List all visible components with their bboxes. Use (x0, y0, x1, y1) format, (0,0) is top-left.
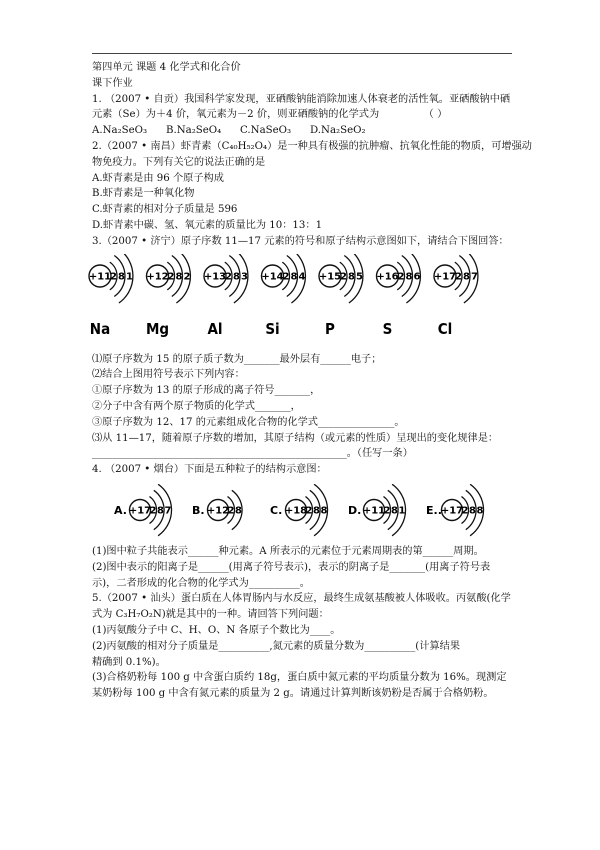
particle-1-shell-2-electrons: 8 (157, 505, 164, 517)
particle-4-shell-3-electrons: 1 (398, 505, 406, 517)
unit-title: 第四单元 课题 4 化学式和化合价 (92, 62, 241, 73)
q5-answer-3-2: 某奶粉每 100 g 中含有氮元素的质量为 2 g。请通过计算判断该奶粉是否属于合格奶粉。 (92, 688, 494, 700)
atom-mg (146, 254, 190, 303)
particle-3-nucleus-charge: +18 (284, 505, 308, 517)
q5-answer-3-1: (3)合格奶粉每 100 g 中含蛋白质约 18g，蛋白质中氮元素的平均质量分数为 16%。现测定 (92, 672, 507, 684)
document-content (88, 60, 532, 702)
particle-5-nucleus-charge: +17 (440, 505, 464, 517)
atom-symbol-mg: Mg (145, 319, 170, 338)
q1-options (92, 123, 517, 139)
atom-na (89, 254, 133, 303)
q5-answer-2-1: (2)丙氨酸的相对分子质量是__________,氮元素的质量分数为__________(计算结果 (92, 640, 461, 652)
atom-s (376, 254, 420, 303)
atom-al-shell-2-electrons: 8 (233, 271, 240, 283)
particle-4 (363, 484, 406, 536)
q1-option-b[interactable]: B.Na₂SeO₄ (166, 125, 222, 137)
atom-p-shell-3-electrons: 5 (356, 271, 363, 283)
particle-1-nucleus-charge: +17 (128, 505, 152, 517)
atom-mg-nucleus-charge: +12 (146, 271, 169, 283)
atom-mg-shell-1-electrons: 2 (167, 271, 175, 283)
q5-line1: 5.（2007 • 汕头）蛋白质在人体胃肠内与水反应，最终生成氨基酸被人体吸收。丙氨酸(化学 (92, 593, 511, 605)
atom-s-nucleus-charge: +16 (376, 271, 399, 283)
particle-3-shell-2-electrons: 8 (313, 505, 320, 517)
q1-option-c[interactable]: C.NaSeO₃ (240, 125, 292, 137)
particle-2-nucleus-charge: +12 (206, 505, 230, 517)
atom-cl (434, 254, 478, 303)
atom-si-shell-1-electrons: 2 (282, 271, 290, 283)
atom-si-shell-2-electrons: 8 (290, 271, 298, 283)
particle-5-shell-1-electrons: 2 (461, 505, 469, 517)
section-subtitle: 课下作业 (92, 77, 133, 89)
atom-p-shell-1-electrons: 2 (340, 271, 347, 283)
particle-diagram-svg (92, 484, 512, 540)
particle-label-1: A. (114, 503, 127, 517)
particle-label-4: D. (348, 503, 362, 517)
particle-label-2: B. (192, 503, 205, 517)
header-rule (92, 53, 512, 54)
atom-symbol-cl: Cl (437, 319, 453, 338)
atom-cl-shell-2-electrons: 8 (463, 271, 470, 283)
q3-answer-3-1: ⑶从 11—17，随着原子序数的增加，其原子结构（或元素的性质）呈现出的变化规律是： (92, 432, 499, 444)
q4-answer-1: (1)图中粒子共能表示______种元素。A 所表示的元素位于元素周期表的第______周期。 (92, 545, 484, 557)
q3-answer-2-1: ①原子序数为 13 的原子形成的离子符号_______， (92, 385, 321, 397)
atom-symbol-si: Si (265, 319, 280, 338)
q2-option-a[interactable]: A.虾青素是由 96 个原子构成 (92, 172, 224, 184)
atom-si-nucleus-charge: +14 (261, 271, 284, 283)
q1-line2-text: 元素（Se）为＋4 价，氧元素为－2 价，则亚硒酸钠的化学式为 (92, 109, 380, 121)
particle-4-shell-1-electrons: 2 (383, 505, 391, 517)
q3-answer-3-2: __________________________________________________。（任写一条） (92, 448, 413, 460)
atom-cl-nucleus-charge: +17 (433, 271, 457, 283)
atom-al-shell-1-electrons: 2 (225, 271, 232, 283)
atom-symbol-s: S (382, 319, 393, 338)
atom-na-nucleus-charge: +11 (88, 271, 112, 283)
particle-4-nucleus-charge: +11 (362, 505, 386, 517)
atom-diagram-svg (86, 254, 516, 350)
atom-p (319, 254, 363, 303)
q2-option-c[interactable]: C.虾青素的相对分子质量是 596 (92, 204, 238, 216)
atom-structure-diagrams (86, 254, 517, 350)
particle-2-shell-1-electrons: 2 (227, 505, 235, 517)
atom-p-shell-2-electrons: 8 (348, 271, 355, 283)
particle-1-shell-1-electrons: 2 (149, 505, 157, 517)
q4-answer-2-1: (2)图中表示的阳离子是______(用离子符号表示)，表示的阴离子是_______(用离子符号表 (92, 561, 491, 573)
q2-line2: 物免疫力。下列有关它的说法正确的是 (92, 156, 266, 168)
particle-5-shell-3-electrons: 8 (476, 505, 484, 517)
atom-al-shell-3-electrons: 3 (241, 271, 248, 283)
particle-4-shell-2-electrons: 8 (391, 505, 398, 517)
q3-intro: 3.（2007 • 济宁）原子序数 11—17 元素的符号和原子结构示意图如下，请结合下图回答： (92, 235, 509, 247)
q4-intro: 4. （2007 • 烟台）下面是五种粒子的结构示意图： (92, 464, 327, 476)
q3-answer-2: ⑵结合上图用符号表示下列内容： (92, 369, 245, 381)
atom-s-shell-3-electrons: 6 (413, 271, 421, 283)
q2-line1: 2.（2007 • 南昌）虾青素（C₄₀H₅₂O₄）是一种具有极强的抗肿瘤、抗氧化性能的物质，可增强动 (92, 140, 532, 152)
particle-3-shell-3-electrons: 8 (320, 505, 328, 517)
q5-answer-1: (1)丙氨酸分子中 C、H、O、N 各原子个数比为____。 (92, 624, 341, 636)
atom-mg-shell-3-electrons: 2 (183, 271, 191, 283)
atom-symbol-p: P (325, 319, 335, 338)
q4-answer-2-2: 示)，二者形成的化合物的化学式为__________。 (92, 577, 310, 589)
atom-symbol-al: Al (207, 319, 223, 338)
particle-1 (129, 484, 172, 536)
particle-1-shell-3-electrons: 7 (164, 505, 172, 517)
q1-option-a[interactable]: A.Na₂SeO₃ (92, 125, 148, 137)
atom-si (261, 254, 305, 303)
particle-3 (285, 484, 328, 536)
atom-al (204, 254, 248, 303)
particle-5 (441, 484, 484, 536)
q1-line2 (92, 107, 517, 123)
atom-s-shell-1-electrons: 2 (397, 271, 405, 283)
q1-option-d[interactable]: D.Na₂SeO₂ (310, 125, 366, 137)
atom-p-nucleus-charge: +15 (318, 271, 342, 283)
particle-3-shell-1-electrons: 2 (305, 505, 313, 517)
q2-option-d[interactable]: D.虾青素中碳、氢、氧元素的质量比为 10：13：1 (92, 219, 323, 231)
q5-answer-2-2: 精确到 0.1%)。 (92, 656, 166, 668)
q1-line1: 1. （2007 • 自贡）我国科学家发现，亚硒酸钠能消除加速人体衰老的活性氧。亚硒酸钠中硒 (92, 93, 511, 105)
atom-na-shell-1-electrons: 2 (110, 271, 117, 283)
particle-label-3: C. (270, 503, 283, 517)
atom-cl-shell-1-electrons: 2 (455, 271, 462, 283)
particle-label-5: E.. (426, 503, 442, 517)
atom-na-shell-2-electrons: 8 (118, 271, 125, 283)
q3-answer-1: ⑴原子序数为 15 的原子质子数为_______最外层有______电子； (92, 353, 382, 365)
particle-2 (207, 490, 242, 529)
q3-answer-2-2: ②分子中含有两个原子物质的化学式_______， (92, 400, 301, 412)
q2-option-b[interactable]: B.虾青素是一种氧化物 (92, 188, 195, 200)
q5-line2: 式为 C₃H₇O₂N)就是其中的一种。请回答下列问题： (92, 609, 329, 621)
atom-na-shell-3-electrons: 1 (126, 271, 133, 283)
atom-symbol-na: Na (89, 319, 111, 338)
atom-mg-shell-2-electrons: 8 (175, 271, 183, 283)
q3-answer-2-3: ③原子序数为 12、17 的元素组成化合物的化学式_______________。 (92, 416, 405, 428)
atom-cl-shell-3-electrons: 7 (471, 271, 478, 283)
q1-answer-paren[interactable]: （ ） (423, 109, 448, 121)
atom-al-nucleus-charge: +13 (203, 271, 227, 283)
particle-2-shell-2-electrons: 8 (235, 505, 242, 517)
atom-si-shell-3-electrons: 4 (298, 271, 306, 283)
particle-5-shell-2-electrons: 8 (469, 505, 476, 517)
particle-structure-diagrams (92, 484, 517, 540)
atom-s-shell-2-electrons: 8 (405, 271, 413, 283)
